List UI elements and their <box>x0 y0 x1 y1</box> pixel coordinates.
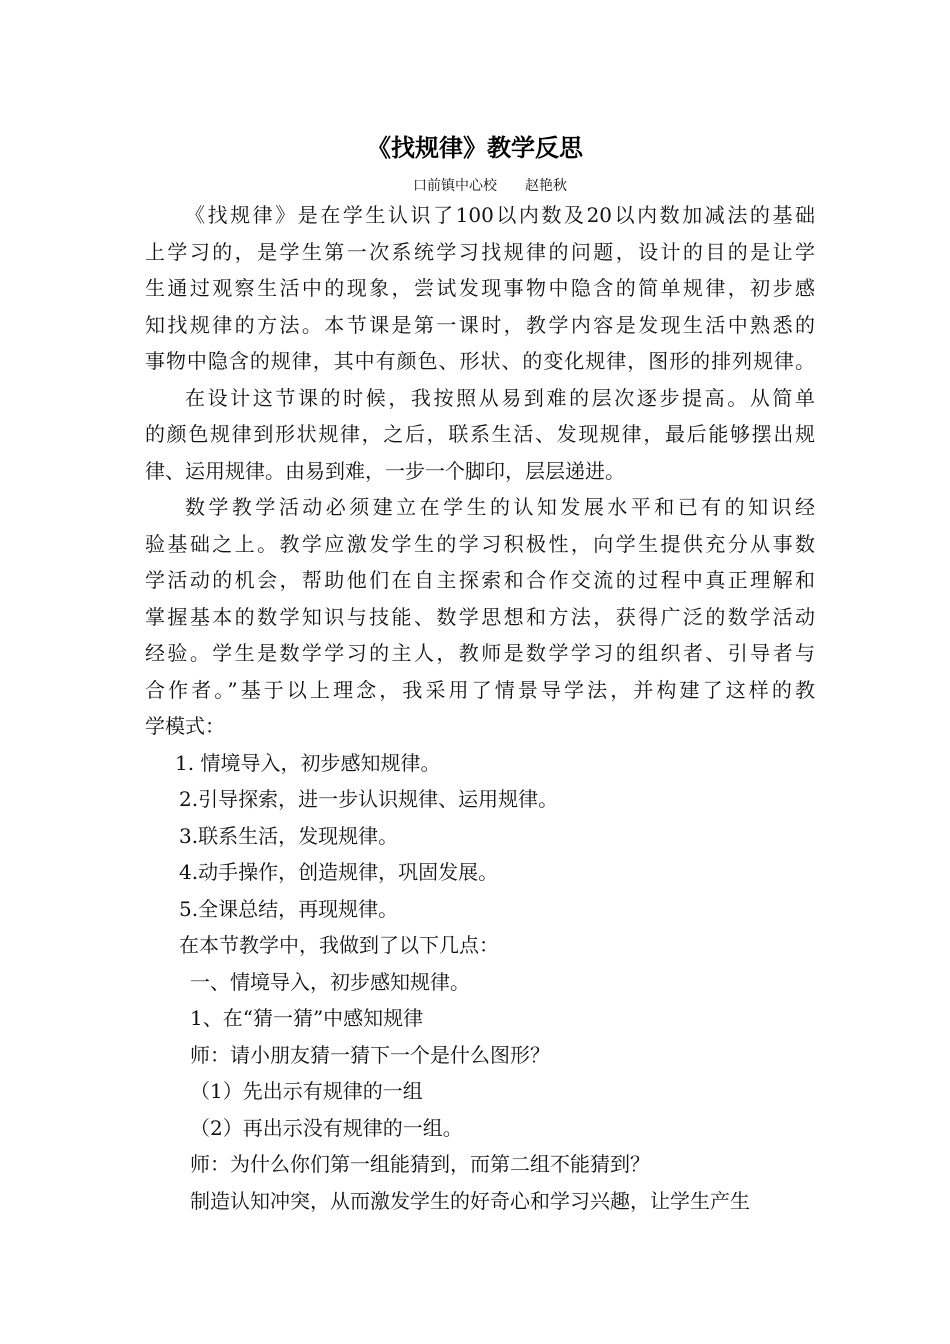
text-line: 学模式： <box>145 714 225 738</box>
text-line: 事物中隐含的规律，其中有颜色、形状、的变化规律，图形的排列规律。 <box>145 349 815 373</box>
document-body <box>145 197 815 1219</box>
document-byline: 口前镇中心校 赵艳秋 <box>413 178 567 194</box>
text-line: 上学习的，是学生第一次系统学习找规律的问题，设计的目的是让学 <box>145 239 815 264</box>
text-line: 合作者。”基于以上理念，我采用了情景导学法，并构建了这样的教 <box>145 677 815 702</box>
text-line: 的颜色规律到形状规律，之后，联系生活、发现规律，最后能够摆出规 <box>145 422 815 446</box>
list-item: 3.联系生活，发现规律。 <box>179 823 399 848</box>
text-line: （2）再出示没有规律的一组。 <box>190 1115 463 1140</box>
text-line: 验基础之上。教学应激发学生的学习积极性，向学生提供充分从事数 <box>145 531 815 556</box>
list-item: 1. 情境导入，初步感知规律。 <box>175 750 441 775</box>
text-line: 在本节教学中，我做到了以下几点： <box>179 933 499 957</box>
text-line: 学活动的机会，帮助他们在自主探索和合作交流的过程中真正理解和 <box>145 568 815 592</box>
list-item: 4.动手操作，创造规律，巩固发展。 <box>179 860 499 884</box>
text-line: 生通过观察生活中的现象，尝试发现事物中隐含的简单规律，初步感 <box>145 276 815 300</box>
list-item: 5.全课总结，再现规律。 <box>179 896 399 921</box>
text-line: （1）先出示有规律的一组 <box>190 1079 423 1103</box>
subsection-heading: 1、在“猜一猜”中感知规律 <box>190 1006 424 1030</box>
list-item: 2.引导探索，进一步认识规律、运用规律。 <box>179 787 559 811</box>
text-line: 师：请小朋友猜一猜下一个是什么图形？ <box>190 1042 550 1067</box>
section-heading: 一、情境导入，初步感知规律。 <box>190 969 470 994</box>
document-title: 《找规律》教学反思 <box>367 134 583 162</box>
text-line: 制造认知冲突，从而激发学生的好奇心和学习兴趣，让学生产生 <box>190 1188 750 1213</box>
text-line: 经验。学生是数学学习的主人，教师是数学学习的组织者、引导者与 <box>145 641 815 665</box>
text-line: 《找规律》是在学生认识了100以内数及20以内数加减法的基础 <box>185 203 815 227</box>
text-line: 掌握基本的数学知识与技能、数学思想和方法，获得广泛的数学活动 <box>145 604 815 629</box>
text-line: 知找规律的方法。本节课是第一课时，教学内容是发现生活中熟悉的 <box>145 312 815 337</box>
text-line: 在设计这节课的时候，我按照从易到难的层次逐步提高。从简单 <box>185 385 815 410</box>
text-line: 律、运用规律。由易到难，一步一个脚印，层层递进。 <box>145 458 625 483</box>
text-line: 数学教学活动必须建立在学生的认知发展水平和已有的知识经 <box>185 495 815 519</box>
text-line: 师：为什么你们第一组能猜到，而第二组不能猜到？ <box>190 1152 650 1176</box>
